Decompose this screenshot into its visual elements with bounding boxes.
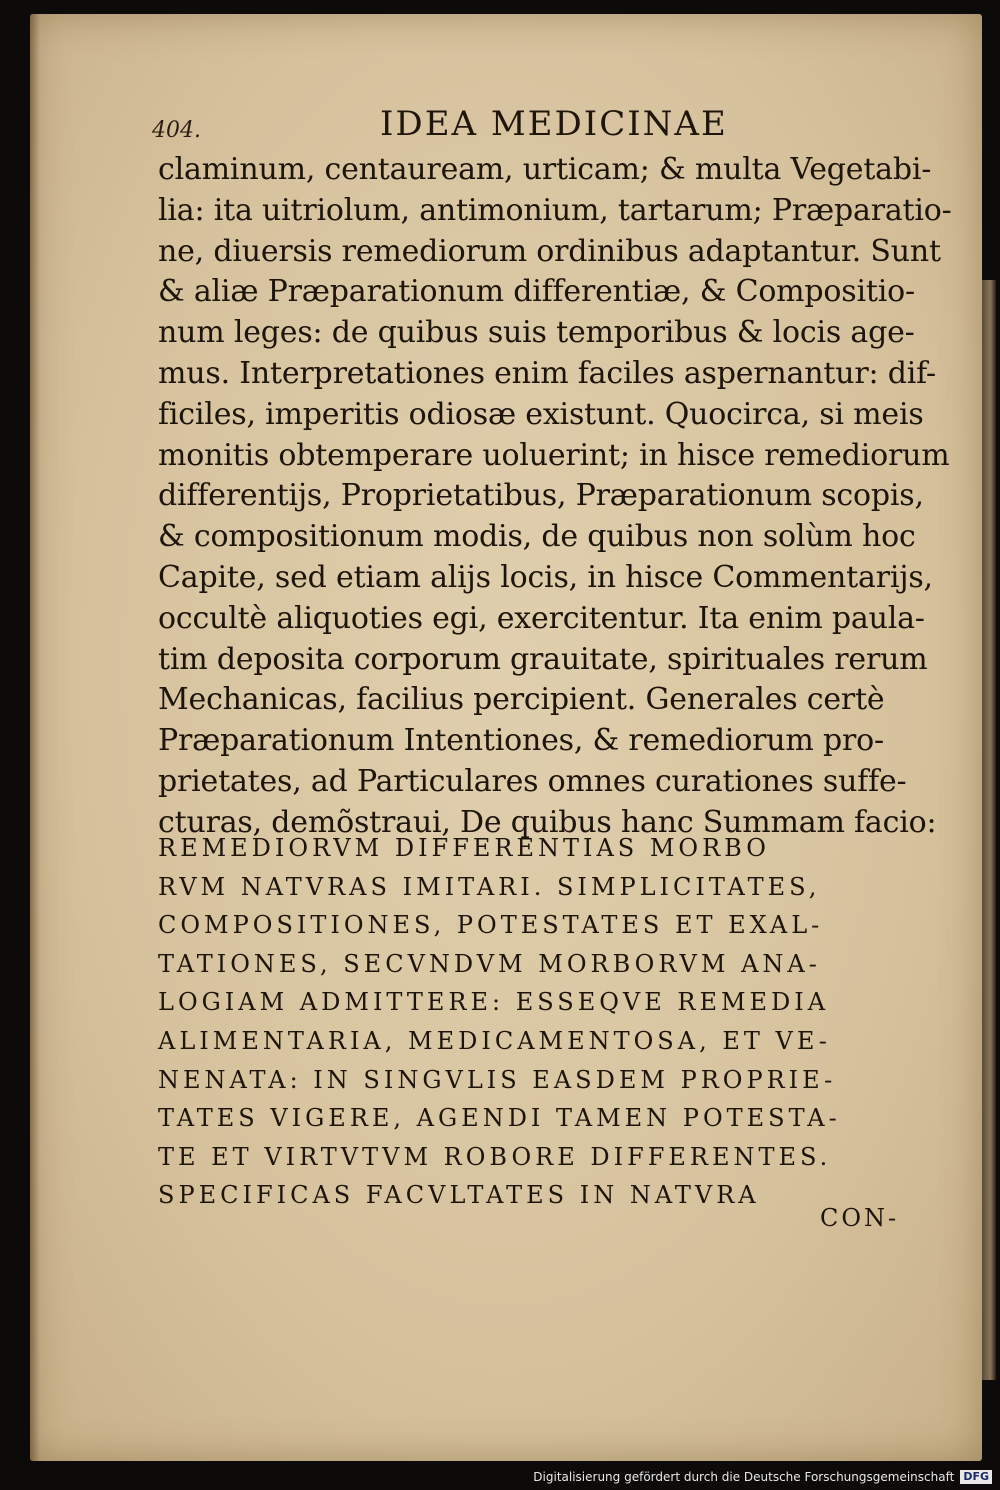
caps-line: SPECIFICAS FACVLTATES IN NATVRA xyxy=(158,1181,760,1210)
page-edge xyxy=(982,280,996,1380)
catchword: CON- xyxy=(820,1204,900,1232)
digitization-credit xyxy=(533,1470,992,1484)
caps-line: ALIMENTARIA, MEDICAMENTOSA, ET VE- xyxy=(158,1026,831,1055)
caps-line: RVM NATVRAS IMITARI. SIMPLICITATES, xyxy=(158,872,821,901)
page-header xyxy=(152,100,932,150)
text-line: mus. Interpretationes enim faciles aspernantur: dif- xyxy=(158,355,936,391)
credit-text: Digitalisierung gefördert durch die Deutsche Forschungsgemeinschaft xyxy=(533,1470,955,1484)
text-line: lia: ita uitriolum, antimonium, tartarum; Præparatio- xyxy=(158,192,952,228)
caps-line: LOGIAM ADMITTERE: ESSEQVE REMEDIA xyxy=(158,988,830,1017)
text-line: Capite, sed etiam alijs locis, in hisce Commentarijs, xyxy=(158,559,933,595)
summary-capitals xyxy=(158,829,948,1215)
text-line: Mechanicas, facilius percipient. Generales certè xyxy=(158,682,885,718)
caps-line: REMEDIORVM DIFFERENTIAS MORBO xyxy=(158,834,770,862)
text-line: monitis obtemperare uoluerint; in hisce remediorum xyxy=(158,437,950,473)
caps-line: NENATA: IN SINGVLIS EASDEM PROPRIE- xyxy=(158,1065,837,1094)
text-line: & compositionum modis, de quibus non solùm hoc xyxy=(158,519,916,555)
body-text xyxy=(158,150,952,844)
text-line: & aliæ Præparationum differentiæ, & Compositio- xyxy=(158,274,915,310)
text-line: occultè aliquoties egi, exercitentur. Ita enim paula- xyxy=(158,600,925,636)
text-line: Præparationum Intentiones, & remediorum pro- xyxy=(158,723,884,759)
caps-line: TATIONES, SECVNDVM MORBORVM ANA- xyxy=(158,949,821,978)
text-line: tim deposita corporum grauitate, spirituales rerum xyxy=(158,641,928,677)
text-line: cturas, demõstraui, De quibus hanc Summam facio: xyxy=(158,804,937,840)
text-line: num leges: de quibus suis temporibus & locis age- xyxy=(158,315,915,351)
running-title: IDEA MEDICINAE xyxy=(380,104,728,144)
text-line: ne, diuersis remediorum ordinibus adaptantur. Sunt xyxy=(158,233,941,269)
dfg-logo: DFG xyxy=(960,1470,992,1484)
caps-line: TE ET VIRTVTVM ROBORE DIFFERENTES. xyxy=(158,1142,832,1171)
text-line: claminum, centauream, urticam; & multa Vegetabi- xyxy=(158,152,932,187)
text-line: prietates, ad Particulares omnes curationes suffe- xyxy=(158,763,907,799)
text-line: differentijs, Proprietatibus, Præparationum scopis, xyxy=(158,478,924,514)
page-number: 404. xyxy=(152,118,201,143)
page-gutter-shadow xyxy=(30,14,40,1461)
caps-line: COMPOSITIONES, POTESTATES ET EXAL- xyxy=(158,911,824,940)
caps-line: TATES VIGERE, AGENDI TAMEN POTESTA- xyxy=(158,1104,841,1133)
text-line: ficiles, imperitis odiosæ existunt. Quocirca, si meis xyxy=(158,396,924,432)
